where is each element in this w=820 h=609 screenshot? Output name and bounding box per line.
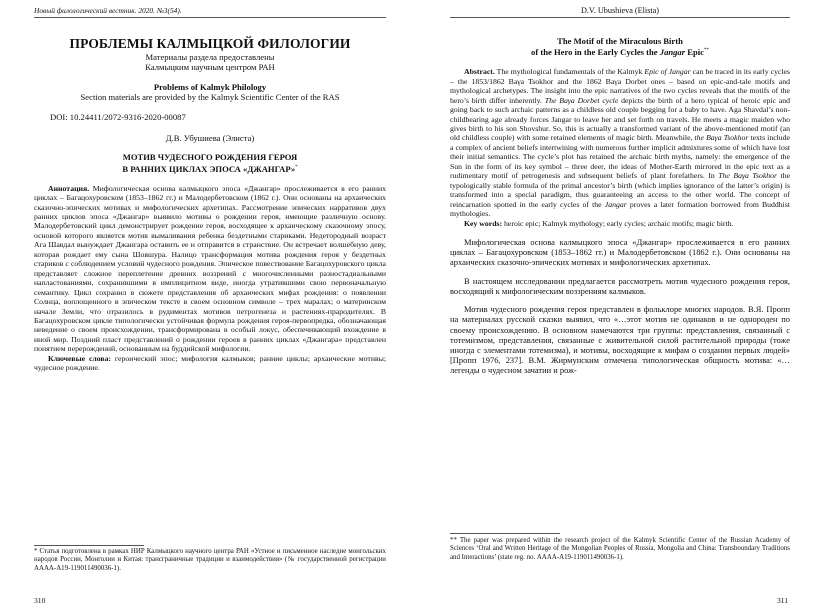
section-title: ПРОБЛЕМЫ КАЛМЫЦКОЙ ФИЛОЛОГИИ xyxy=(69,36,351,51)
section-subtitle-2: Калмыцким научным центром РАН xyxy=(145,62,275,73)
footnote-mark: * xyxy=(295,164,298,170)
footnote-divider xyxy=(34,545,144,546)
footnote-left: * Статья подготовлена в рамках НИР Калмыцкого научного центра РАН «Устное и письменное наследие монгольских народов России, Монголии и Китая: трансграничные традиции и взаимодействия» (№ государственной регистрации АААА-А19-119011490036-1). xyxy=(34,548,386,572)
article-title-en-line-2: of the Hero in the Early Cycles the Jangar Epic** xyxy=(531,47,709,58)
abstract-text: Мифологическая основа калмыцкого эпоса «Джангар» прослеживается в его ранних циклах – Багацохуровском (1853–1862 гг.) и Малодербетовском (1862 г.). Они основаны на архаических сказочно-эпических мотивах и мифологических архетипах. Рассмотрение эпических нарративов двух ранних циклов эпоса «Джангар» выявило мотивы о рождении героя, имеющие различную основу. Малодербетовский цикл демонстрирует рождение героя, восходящее к архаическому сказочному эпосу, основой которого является мотив вымаливания ребенка бездетными стариками. Недетородный возраст Ага Шавдал вынуждает Джангара оставить ее и отправится в странствие. Он встречает волшебную деву, которая рождает ему сына Шовшура. Налицо трансформация мотива рождения героя у бездетных стариков с соблюдением условий чудесного рождения. Эпическое повествование Багацохуровского цикла представляет сложное переплетение древних воззрений с многочисленными разностадиальными напластованиями, сохранившими в имплицитном виде, иногда утратившими свою первоначальную семантику. Цикл сохранил в сюжете представления об архаических мифах рождения: о появлении Солнца, воплощенного в эпическом тексте в своем основном символе – трех маралах; о материнском начале Земли, что отразилось в рудиментах мотивов петрогенеза и растениях-прародителях. В Багацохуровском цикле типологически устойчивая формула рождения героя-первопредка, обозначающая неведение о своем происхождении, трансформирована в особый локус, обеспечивающий вхождение в иной мир. Поздний пласт представлений о рождении героев в ранних циклах «Джангара» представлен понятием перерождений, основанным на буддийской мифологии. xyxy=(34,183,386,354)
article-title-en xyxy=(450,36,790,57)
abstract-label-en: Abstract. xyxy=(464,67,495,77)
left-column xyxy=(34,22,386,373)
article-title-line-1: МОТИВ ЧУДЕСНОГО РОЖДЕНИЯ ГЕРОЯ xyxy=(122,152,298,163)
section-title-en: Problems of Kalmyk Philology xyxy=(153,82,267,93)
keywords-en xyxy=(450,219,790,228)
keywords-label-en: Key words: xyxy=(464,218,503,228)
footnote-right: ** The paper was prepared within the research project of the Kalmyk Scientific Center of the Russian Academy of Sciences ‘Oral and Written Heritage of the Mongolian Peoples of Russia, Mongolia and China: Transboundary Traditions and Interactions’ (state reg. no. АААА-А19-119011490036-1). xyxy=(450,537,790,561)
keywords-ru xyxy=(34,354,386,373)
keywords-label: Ключевые слова: xyxy=(48,353,112,363)
body-paragraph-2: В настоящем исследовании предлагается рассмотреть мотив чудесного рождения героя, восходящий к мифологическим воззрениям калмыков. xyxy=(450,275,790,296)
right-page xyxy=(410,0,820,609)
section-subtitle-en: Section materials are provided by the Kalmyk Scientific Center of the RAS xyxy=(80,92,340,103)
section-subtitle-1: Материалы раздела предоставлены xyxy=(145,52,275,62)
page-number-left: 310 xyxy=(34,596,46,605)
footnote-mark: ** xyxy=(703,48,709,54)
right-column xyxy=(450,22,790,383)
body-paragraph-3: Мотив чудесного рождения героя представлен в фольклоре многих народов. В.Я. Пропп на материалах русской сказки выявил, что «…этот мотив не одинаков и не однороден по своему происхождению. В основном намечаются три группы: представления, связанный с тотемизмом, представления, связанные с живительной силой растительной природы (тоже иногда с элементами тотемизма), и мотивы, восходящие к мифам о создании первых людей» [Пропп 1976, 237]. В.М. Жирмунским отмечена типологическая общность мотива: «…легенды о чудесном зачатии и рож- xyxy=(450,304,790,375)
keywords-text-en: heroic epic; Kalmyk mythology; early cycles; archaic motifs; magic birth. xyxy=(502,218,734,228)
abstract-en: Abstract. The mythological fundamentals of the Kalmyk Epic of Jangar can be traced in its early cycles – the 1853/1862 Baγa Tsokhor and the 1862 Baγa Dorbet ones – based on epic-and-tale motifs and mythological archetypes. The insight into the epic narratives of the two cycles reveals that the motifs of the hero’s birth differ inherently. The Baγa Dorbet cycle depicts the birth of a hero typical of heroic epic and going back to such archaic patterns as a childless old couple begging for a baby to have. Aga Shavdal’s non-childbearing age already forces Jangar to leave her and set forth on travels. He meets a magic maiden who gives birth to his son Shovshur. So, this is actually a transformed variant of the above-mentioned motif (an old childless couple) with some retained elements of magic birth. Meanwhile, the Baγa Tsokhor texts include a complex of ancient beliefs intertwining with numerous further implicit admixtures some of which have lost their initial semantics. The cycle’s plot has retained the archaic birth myths, namely: the emergence of the Sun in the form of its key symbol – three deer, the ideas of Mother-Earth mirrored in the epic text as a rudimentary motif of petrogenesis and subsequent beliefs of plant forefathers. In The Baγa Tsokhor the typologically stable formula of the primal ancestor’s birth (which implies ignorance of the latter’s origin) is transformed into a special paradigm, thus guaranteeing an access to the other world. The concept of reincarnation spotted in the early cycles of the Jangar proves a later formation borrowed from Buddhist mythologies. xyxy=(450,67,791,219)
article-title-en-line-1: The Motif of the Miraculous Birth xyxy=(557,36,683,46)
doi: DOI: 10.24411/2072-9316-2020-00087 xyxy=(50,112,186,123)
footnote-divider-right xyxy=(450,533,560,534)
running-head-left: Новый филологический вестник. 2020. №3(54). xyxy=(34,6,386,18)
article-title-ru xyxy=(34,152,386,173)
abstract-ru xyxy=(34,184,386,354)
abstract-label: Аннотация. xyxy=(48,183,90,193)
page-number-right: 311 xyxy=(777,596,789,605)
running-head-right: D.V. Ubushieva (Elista) xyxy=(450,6,790,18)
article-title-line-2: В РАННИХ ЦИКЛАХ ЭПОСА «ДЖАНГАР»* xyxy=(122,163,298,174)
keywords-text: героический эпос; мифология калмыков; ранние циклы; архаические мотивы; чудесное рождение. xyxy=(34,353,386,373)
author: Д.В. Убушиева (Элиста) xyxy=(165,133,255,144)
body-paragraph-1: Мифологическая основа калмыцкого эпоса «Джангар» прослеживается в его ранних циклах – Багацохуровском (1853–1862 гг.) и Малодербетовском (1862 г.). Они основаны на архаических сказочно-эпических мотивах и мифологических архетипах. xyxy=(450,236,790,268)
